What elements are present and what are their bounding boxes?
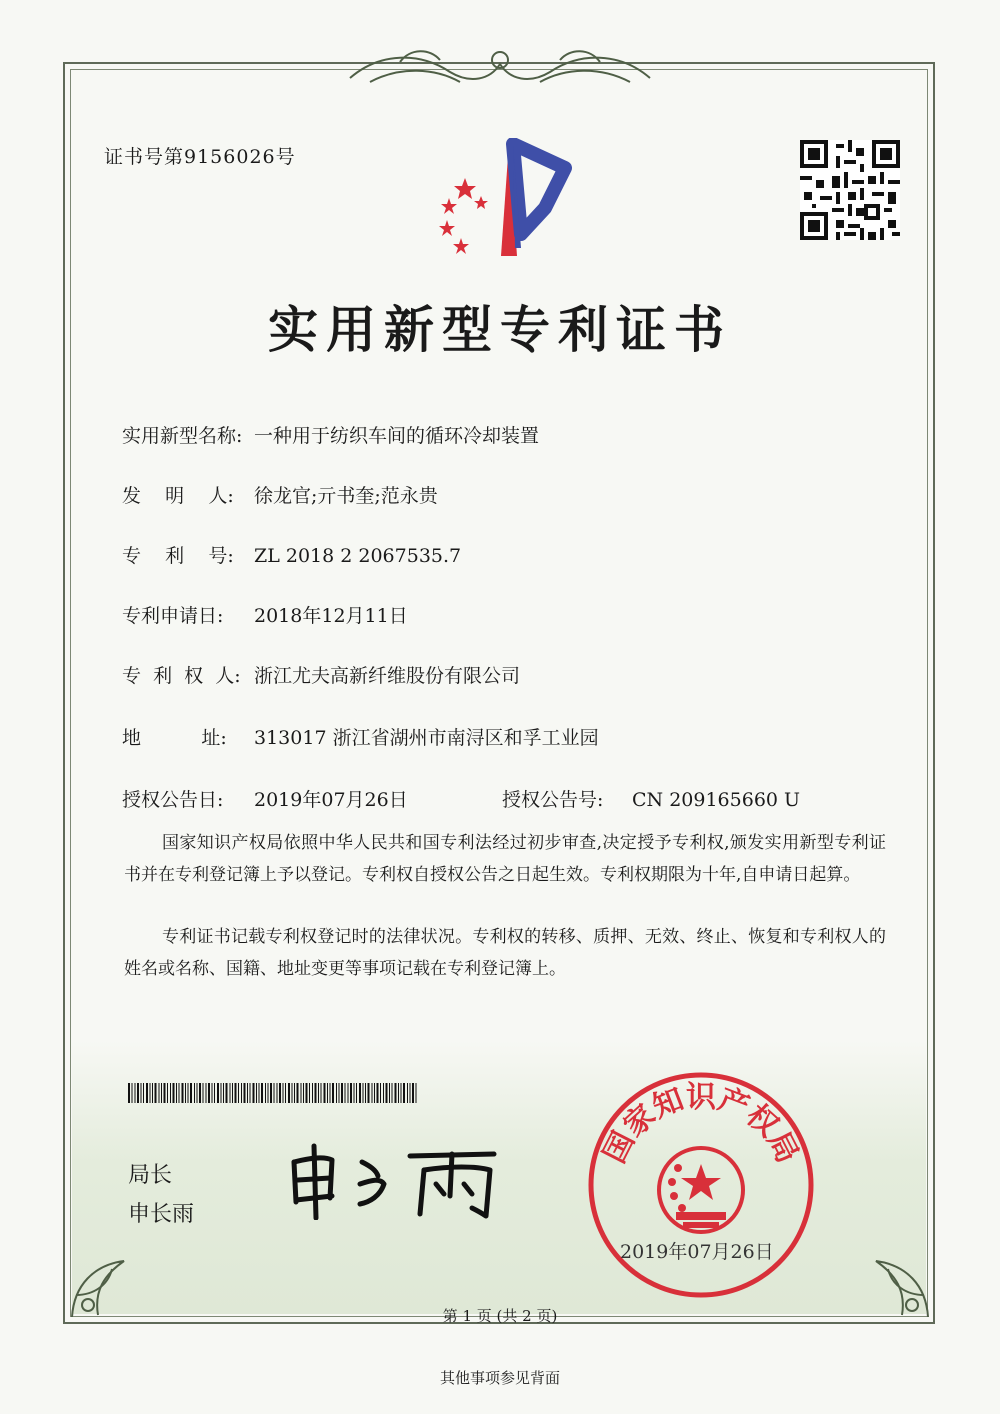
field-value: ZL 2018 2 2067535.7 <box>254 545 462 567</box>
qr-code-icon <box>800 140 900 240</box>
field-grant-number <box>502 785 800 812</box>
field-utility-model-name <box>122 421 539 448</box>
field-patent-number <box>122 541 461 568</box>
field-address <box>122 723 599 750</box>
field-label: 专 利 权 人: <box>122 665 241 687</box>
signature-icon <box>280 1140 510 1220</box>
seal-text: 国家知识产权局 <box>597 1080 805 1169</box>
statement-paragraph: 专利证书记载专利权登记时的法律状况。专利权的转移、质押、无效、终止、恢复和专利权人的姓名或名称、国籍、地址变更等事项记载在专利登记簿上。 <box>124 927 886 979</box>
field-patentee <box>122 661 520 688</box>
field-label: 专利申请日: <box>122 605 224 627</box>
field-value: 徐龙官;亓书奎;范永贵 <box>254 485 438 507</box>
field-label: 发 明 人: <box>122 485 234 507</box>
field-filing-date <box>122 601 408 628</box>
field-value: CN 209165660 U <box>632 789 801 811</box>
footer-note: 其他事项参见背面 <box>439 1369 560 1387</box>
seal-date: 2019年07月26日 <box>620 1241 774 1263</box>
certificate-number: 证书号第9156026号 <box>104 146 296 168</box>
field-label: 专 利 号: <box>122 545 234 567</box>
patent-office-logo-icon <box>425 138 575 258</box>
director-name: 申长雨 <box>128 1202 195 1227</box>
field-label: 地 址: <box>122 727 227 749</box>
top-ornament-icon <box>340 42 660 94</box>
certificate-title: 实用新型专利证书 <box>268 301 732 359</box>
field-value: 2019年07月26日 <box>254 789 408 811</box>
field-value: 一种用于纺织车间的循环冷却装置 <box>254 425 540 447</box>
field-value: 313017 浙江省湖州市南浔区和孚工业园 <box>254 727 599 749</box>
official-seal-icon <box>588 1072 814 1298</box>
statement-paragraph: 国家知识产权局依照中华人民共和国专利法经过初步审查,决定授予专利权,颁发实用新型专利证书并在专利登记簿上予以登记。专利权自授权公告之日起生效。专利权期限为十年,自申请日起算。 <box>124 833 886 885</box>
field-label: 实用新型名称: <box>122 425 243 447</box>
field-label: 授权公告日: <box>122 789 224 811</box>
field-grant-date <box>122 785 408 812</box>
page-number: 第 1 页 (共 2 页) <box>442 1307 558 1325</box>
barcode-icon <box>128 1083 418 1103</box>
field-value: 浙江尤夫高新纤维股份有限公司 <box>254 665 521 687</box>
field-label: 授权公告号: <box>502 789 604 811</box>
field-value: 2018年12月11日 <box>254 605 408 627</box>
field-inventor <box>122 481 438 508</box>
director-title: 局长 <box>128 1163 173 1188</box>
